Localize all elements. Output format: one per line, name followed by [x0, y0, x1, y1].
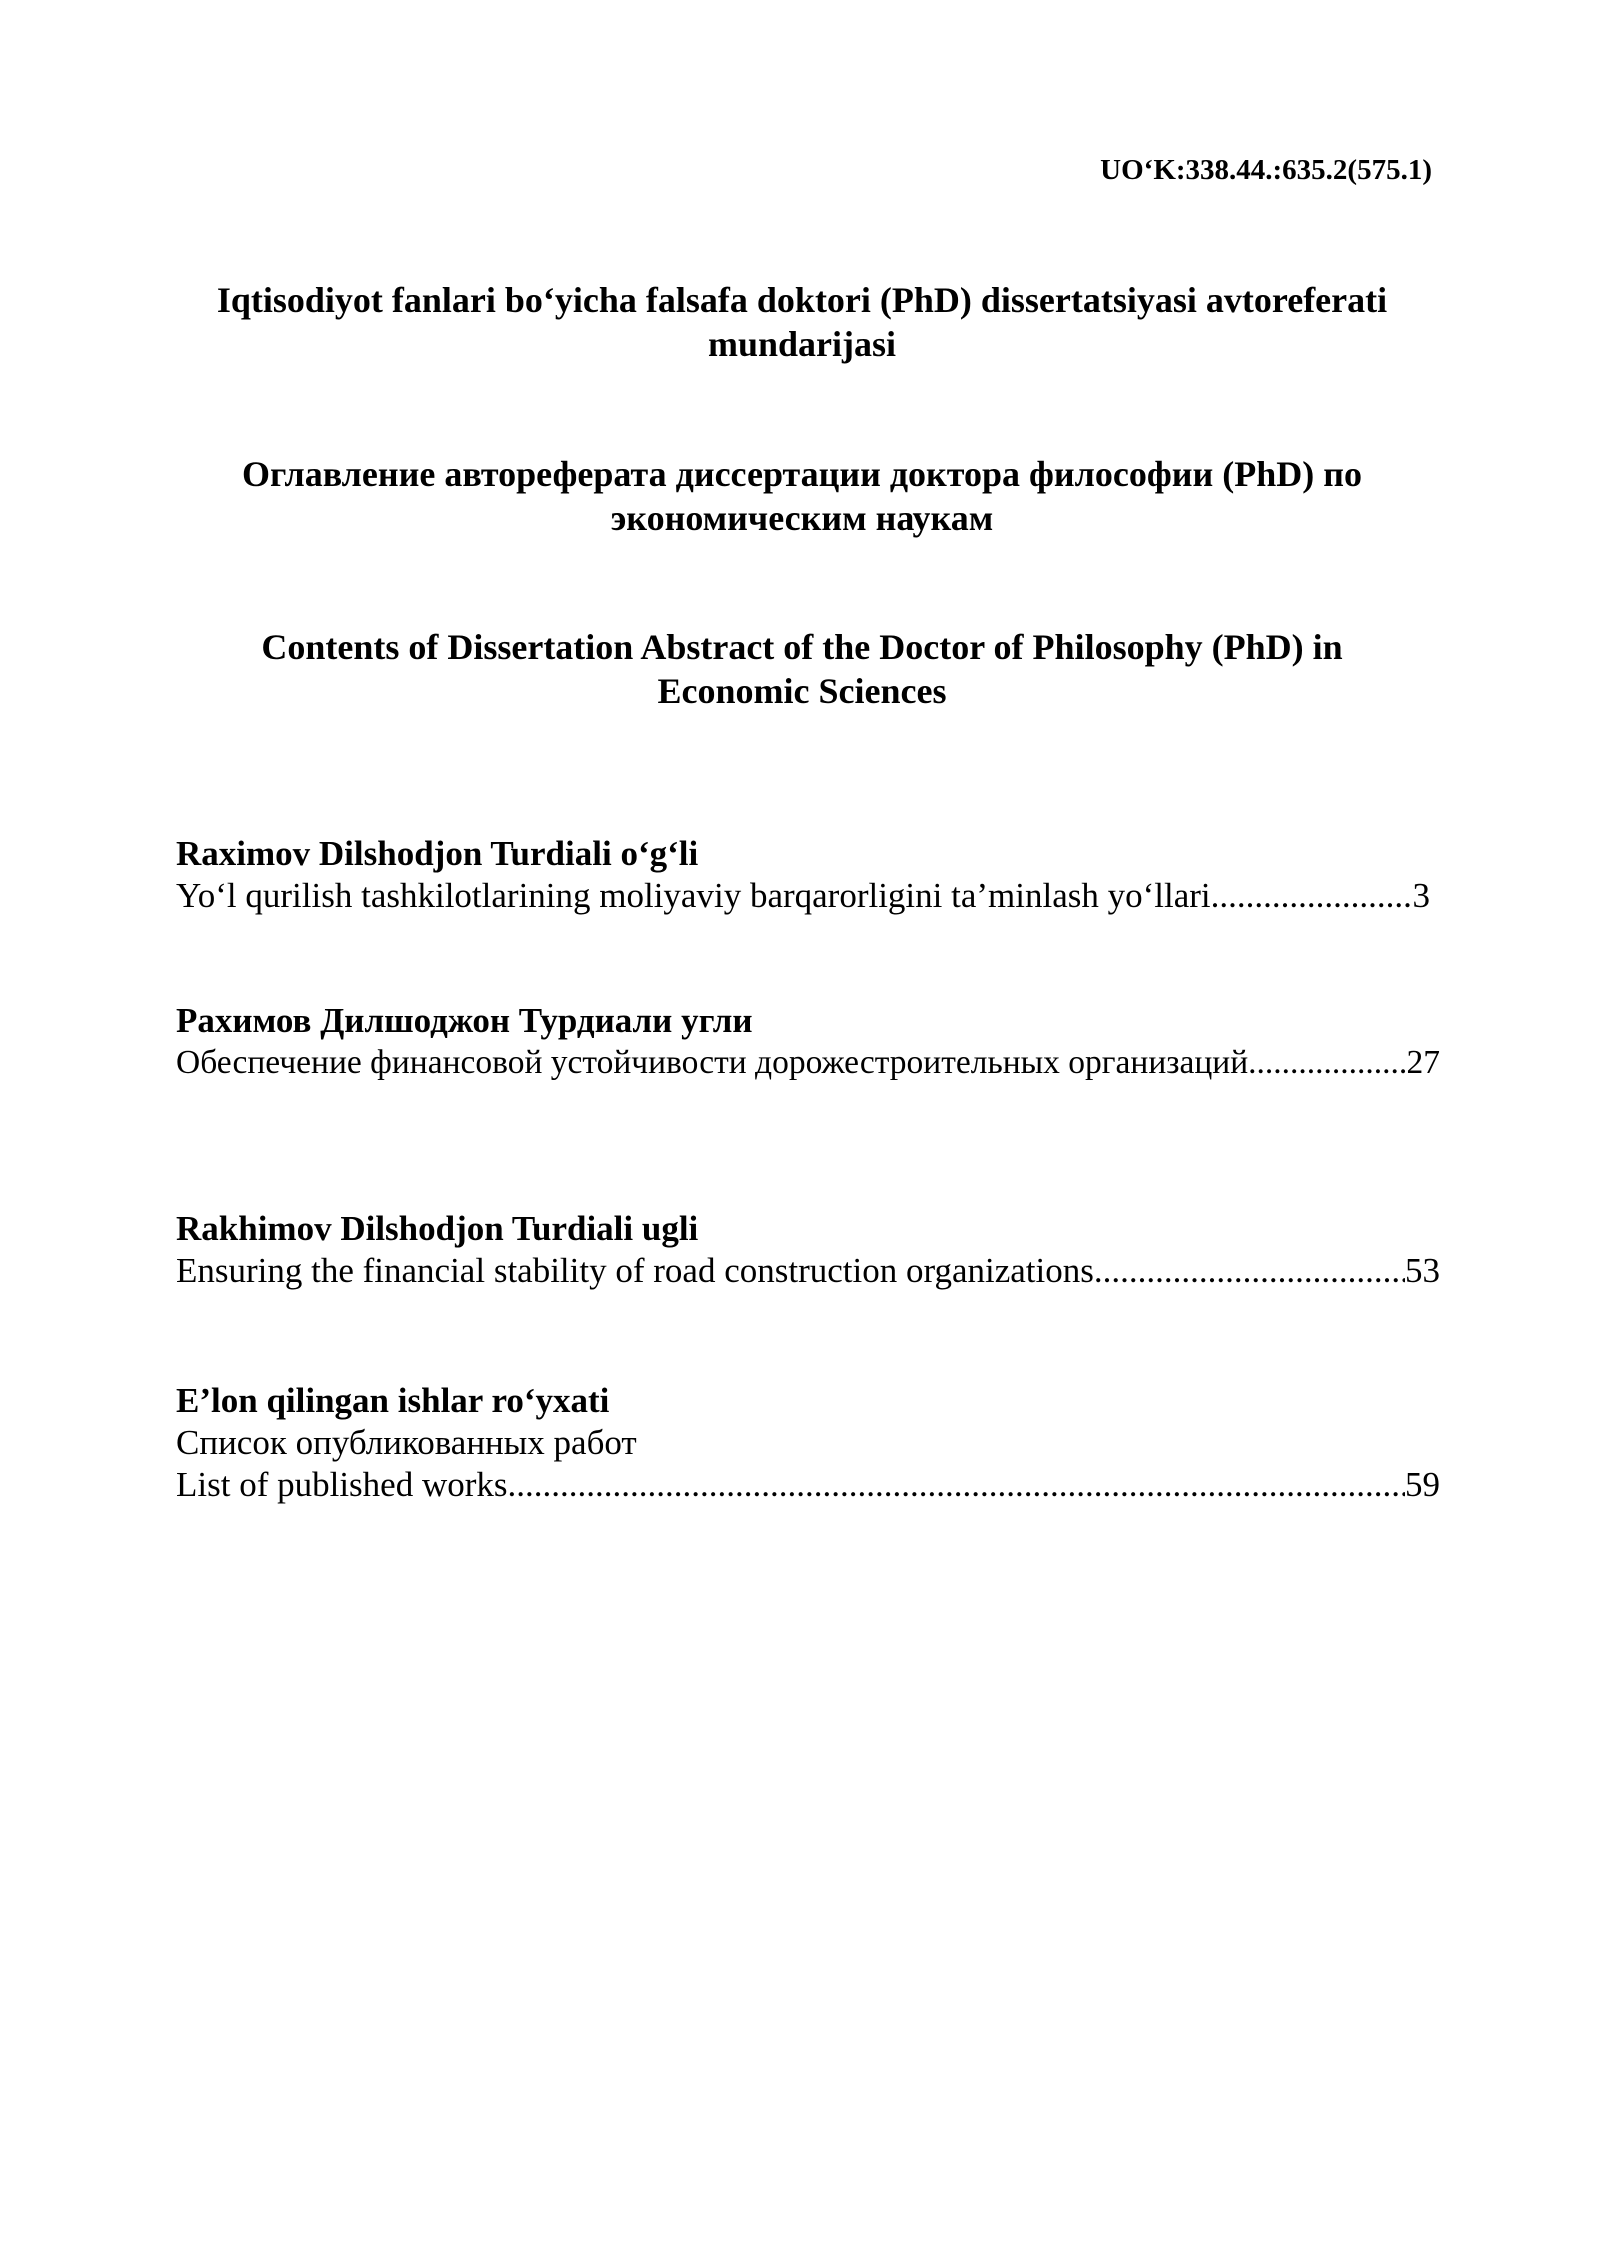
toc-page-number: 59 — [1405, 1465, 1440, 1504]
toc-line[interactable] — [176, 1250, 1440, 1292]
heading-russian — [160, 452, 1444, 540]
toc-author: Rakhimov Dilshodjon Turdiali ugli — [176, 1209, 699, 1248]
toc-page-number: 3 — [1412, 876, 1430, 915]
heading-uzbek-line-2: mundarijasi — [707, 324, 897, 364]
heading-russian-line-1: Оглавление автореферата диссертации доктора философии (PhD) по — [242, 454, 1362, 494]
toc-title: Обеспечение финансовой устойчивости дорожестроительных организаций — [176, 1044, 1249, 1081]
toc-entry-english — [176, 1208, 1440, 1292]
toc-author: Рахимов Дилшоджон Турдиали угли — [176, 1001, 753, 1040]
toc-line[interactable] — [176, 875, 1430, 917]
toc-section-heading: E’lon qilingan ishlar ro‘yxati — [176, 1381, 610, 1420]
toc-title: Ensuring the financial stability of road construction organizations — [176, 1251, 1094, 1290]
toc-entry-published-works — [176, 1380, 1440, 1506]
toc-leader-dots — [1211, 875, 1413, 917]
toc-entry-russian — [176, 1000, 1440, 1084]
toc-title: List of published works — [176, 1465, 508, 1504]
heading-russian-line-2: экономическим наукам — [610, 498, 994, 538]
toc-leader-dots — [1094, 1250, 1405, 1292]
toc-line[interactable] — [176, 1464, 1440, 1506]
toc-author: Raximov Dilshodjon Turdiali o‘g‘li — [176, 834, 699, 873]
toc-title: Yo‘l qurilish tashkilotlarining moliyaviy barqarorligini ta’minlash yo‘llari — [176, 876, 1211, 915]
heading-english — [160, 625, 1444, 713]
heading-uzbek-line-1: Iqtisodiyot fanlari bo‘yicha falsafa doktori (PhD) dissertatsiyasi avtoreferati — [216, 280, 1388, 320]
toc-entry-uzbek — [176, 833, 1440, 917]
heading-english-line-2: Economic Sciences — [657, 671, 947, 711]
toc-leader-dots — [508, 1464, 1405, 1506]
heading-uzbek — [160, 278, 1444, 366]
toc-subtitle: Список опубликованных работ — [176, 1423, 637, 1462]
toc-leader-dots — [1248, 1042, 1406, 1084]
heading-english-line-1: Contents of Dissertation Abstract of the Doctor of Philosophy (PhD) in — [261, 627, 1343, 667]
toc-page-number: 27 — [1406, 1044, 1440, 1081]
udc-code: UO‘K:338.44.:635.2(575.1) — [1100, 154, 1432, 186]
toc-line[interactable] — [176, 1042, 1440, 1084]
toc-page-number: 53 — [1405, 1251, 1440, 1290]
